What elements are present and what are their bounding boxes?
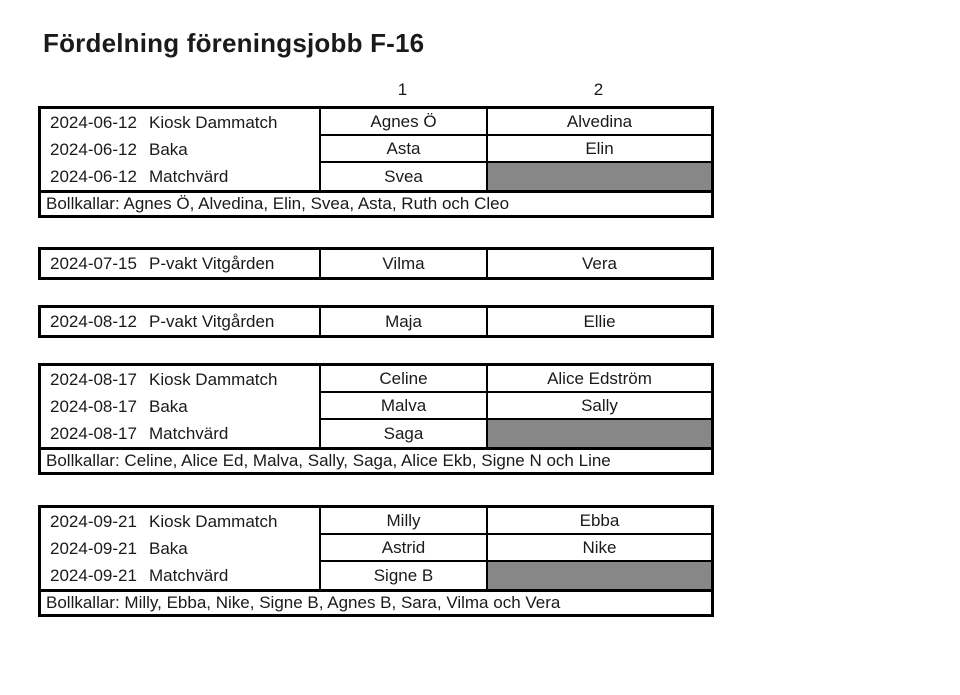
name-cell: Malva bbox=[321, 393, 486, 420]
table-main-section bbox=[41, 366, 711, 447]
task-text: Kiosk Dammatch bbox=[149, 112, 278, 132]
task-text: Baka bbox=[149, 538, 188, 558]
date-text: 2024-08-17 bbox=[50, 423, 137, 443]
schedule-table-2024-06-12 bbox=[38, 106, 714, 218]
name-cell: Celine bbox=[321, 366, 486, 393]
task-text: Kiosk Dammatch bbox=[149, 369, 278, 389]
name-cell: Svea bbox=[384, 166, 423, 186]
task-line bbox=[50, 393, 319, 420]
name-cell: Alvedina bbox=[486, 109, 711, 136]
date-text: 2024-06-12 bbox=[50, 166, 137, 186]
name-cell: Nike bbox=[486, 535, 711, 562]
name-cell: Saga bbox=[383, 423, 424, 443]
schedule-table-2024-08-17 bbox=[38, 363, 714, 475]
name-cell: Ellie bbox=[486, 308, 711, 335]
task-column bbox=[41, 250, 321, 277]
task-line bbox=[50, 136, 319, 163]
date-text: 2024-09-21 bbox=[50, 538, 137, 558]
task-text: Baka bbox=[149, 396, 188, 416]
task-line bbox=[50, 163, 319, 190]
schedule-table-2024-08-12 bbox=[38, 305, 714, 338]
task-text: Matchvärd bbox=[149, 565, 229, 585]
table-main-section bbox=[41, 109, 711, 190]
task-column bbox=[41, 366, 321, 447]
task-line bbox=[50, 420, 319, 447]
task-column bbox=[41, 308, 321, 335]
task-line bbox=[50, 250, 319, 277]
names-grid bbox=[321, 508, 711, 589]
empty-gray-cell bbox=[486, 562, 711, 589]
name-cell: Astrid bbox=[321, 535, 486, 562]
task-line bbox=[50, 562, 319, 589]
bollkallar-row: Bollkallar: Agnes Ö, Alvedina, Elin, Svea, Asta, Ruth och Cleo bbox=[41, 190, 711, 215]
column-header-1: 1 bbox=[397, 80, 408, 99]
date-text: 2024-06-12 bbox=[50, 139, 137, 159]
names-grid bbox=[321, 308, 711, 335]
task-text: P-vakt Vitgården bbox=[149, 311, 275, 331]
schedule-table-2024-09-21 bbox=[38, 505, 714, 617]
task-column bbox=[41, 109, 321, 190]
name-cell: Alice Edström bbox=[486, 366, 711, 393]
name-cell: Milly bbox=[321, 508, 486, 535]
table-main-section bbox=[41, 250, 711, 277]
date-text: 2024-08-12 bbox=[50, 311, 137, 331]
date-text: 2024-08-17 bbox=[50, 369, 137, 389]
name-cell: Elin bbox=[486, 136, 711, 163]
column-header-2: 2 bbox=[593, 80, 604, 99]
name-cell: Maja bbox=[385, 311, 422, 331]
task-text: P-vakt Vitgården bbox=[149, 253, 275, 273]
date-text: 2024-09-21 bbox=[50, 511, 137, 531]
task-text: Matchvärd bbox=[149, 166, 229, 186]
date-text: 2024-07-15 bbox=[50, 253, 137, 273]
name-cell: Sally bbox=[486, 393, 711, 420]
task-text: Baka bbox=[149, 139, 188, 159]
bollkallar-row: Bollkallar: Milly, Ebba, Nike, Signe B, Agnes B, Sara, Vilma och Vera bbox=[41, 589, 711, 614]
table-main-section bbox=[41, 308, 711, 335]
schedule-table-2024-07-15 bbox=[38, 247, 714, 280]
table-main-section bbox=[41, 508, 711, 589]
task-line bbox=[50, 308, 319, 335]
date-text: 2024-06-12 bbox=[50, 112, 137, 132]
name-cell: Asta bbox=[321, 136, 486, 163]
empty-gray-cell bbox=[486, 420, 711, 447]
task-text: Matchvärd bbox=[149, 423, 229, 443]
name-cell: Agnes Ö bbox=[321, 109, 486, 136]
task-line bbox=[50, 366, 319, 393]
date-text: 2024-09-21 bbox=[50, 565, 137, 585]
name-cell: Signe B bbox=[373, 565, 434, 585]
names-grid bbox=[321, 366, 711, 447]
name-cell: Vera bbox=[486, 250, 711, 277]
task-column bbox=[41, 508, 321, 589]
task-line bbox=[50, 109, 319, 136]
empty-gray-cell bbox=[486, 163, 711, 190]
name-cell: Vilma bbox=[382, 253, 425, 273]
task-line bbox=[50, 508, 319, 535]
task-text: Kiosk Dammatch bbox=[149, 511, 278, 531]
bollkallar-row: Bollkallar: Celine, Alice Ed, Malva, Sally, Saga, Alice Ekb, Signe N och Line bbox=[41, 447, 711, 472]
page-title: Fördelning föreningsjobb F-16 bbox=[43, 28, 425, 58]
task-line bbox=[50, 535, 319, 562]
names-grid bbox=[321, 109, 711, 190]
name-cell: Ebba bbox=[486, 508, 711, 535]
names-grid bbox=[321, 250, 711, 277]
date-text: 2024-08-17 bbox=[50, 396, 137, 416]
